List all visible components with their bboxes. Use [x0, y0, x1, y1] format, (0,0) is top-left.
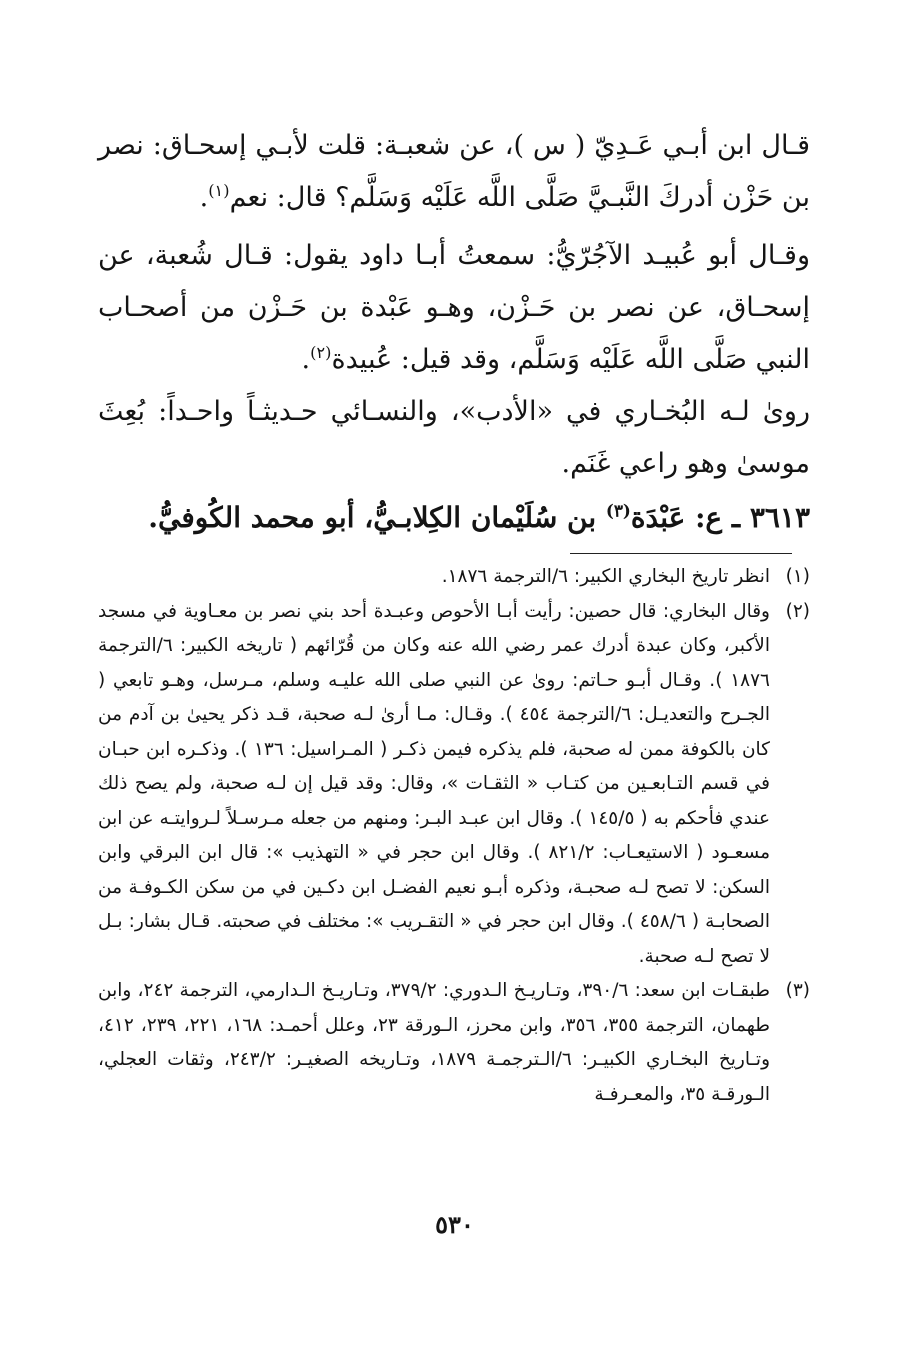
main-text [98, 120, 810, 544]
footnote-ref-3[interactable]: (٣) [605, 500, 631, 521]
footnote-number: (١) [785, 566, 810, 587]
page-number: ٥٣٠ [435, 1210, 474, 1239]
paragraph-nasr [98, 120, 810, 224]
footnote-ref-1[interactable]: (١) [208, 181, 230, 200]
footnote-text: انظر تاريخ البخاري الكبير: ٦/الترجمة ١٨٧٦. [441, 566, 770, 587]
footnote-2 [98, 595, 810, 975]
paragraph-nasr-text: قـال ابن أبـي عَـدِيّ ( س )، عن شعبـة: قلت لأبـي إسحـاق: نصر بن حَزْن أدركَ النَّبـيَّ صَلَّى اللَّه عَلَيْه وَسَلَّم؟ قال: نعم [98, 130, 810, 213]
entry-heading-name: ٣٦١٣ ـ ع: عَبْدَة [630, 501, 810, 534]
footnote-number: (٣) [785, 980, 810, 1001]
footnotes [98, 560, 810, 1112]
footnote-text: وقال البخاري: قال حصين: رأيت أبـا الأحوص وعبـدة أحد بني نصر بن معـاوية في مسجد الأكبر، وكان عبدة أدرك عمر رضي الله عنه وكان من قُرّائهم ( تاريخه الكبير: ٦/الترجمة ١٨٧٦ ). وقـال أبـو حـاتم: روىٰ عن النبي صلى الله عليـه وسلم، مـرسل، وهـو تابعي ( الجـرح والتعديـل: ٦/الترجمة ٤٥٤ ). وقـال: مـا أرىٰ لـه صحبة، قـد ذكر يحيىٰ بن آدم من كان بالكوفة ممن له صحبة، فلم يذكره فيمن ذكـر ( المـراسيل: ١٣٦ ). وذكـره ابن حبـان في قسم التـابعـين من كتـاب « الثقـات »، وقال: وقد قيل إن لـه صحبة، ولم يصح ذلك عندي فأحكم به ( ١٤٥/٥ ). وقال ابن عبـد البـر: ومنهم من جعله مـرسـلاً لـروايتـه عن ابن مسعـود ( الاستيعـاب: ٨٢١/٢ ). وقال ابن حجر في « التهذيب »: قال ابن البرقي وابن السكن: لا تصح لـه صحبـة، وذكره أبـو نعيم الفضـل ابن دكـين في من سكن الكـوفـة من الصحابـة ( ٤٥٨/٦ ). وقال ابن حجر في « التقـريب »: مختلف في صحبته. قـال بشار: بـل لا تصح لـه صحبة. [98, 600, 771, 967]
paragraph-nasr-end: . [199, 182, 209, 213]
paragraph-ajurri-text: وقـال أبو عُبيـد الآجُرّيُّ: سمعتُ أبـا داود يقول: قـال شُعبة، عن إسحـاق، عن نصر بن حَـزْن، وهـو عَبْدة بن حَـزْن من أصحـاب النبي صَلَّى اللَّه عَلَيْه وَسَلَّم، وقد قيل: عُبيدة [98, 240, 810, 375]
entry-heading-3613 [98, 492, 810, 544]
paragraph-ajurri-end: . [301, 344, 311, 375]
entry-heading-rest: بن سُلَيْمان الكِلابـيُّ، أبو محمد الكُوفيُّ. [148, 501, 606, 534]
footnote-ref-2[interactable]: (٢) [310, 343, 332, 362]
footnote-separator [570, 553, 792, 554]
footnote-text: طبقـات ابن سعد: ٣٩٠/٦، وتـاريـخ الـدوري: ٣٧٩/٢، وتـاريـخ الـدارمي، الترجمة ٢٤٢، وابن طهمان، الترجمة ٣٥٥، ٣٥٦، وابن محرز، الـورقة ٢٣، وعلل أحمـد: ١٦٨، ٢٢١، ٢٣٩، ٤١٢، وتـاريخ البخـاري الكبيـر: ٦/الـترجمـة ١٨٧٩، وتـاريخه الصغيـر: ٢٤٣/٢، وثقات العجلي، الـورقـة ٣٥، والمعـرفـة [98, 980, 770, 1105]
footnote-1 [98, 560, 810, 595]
paragraph-riwaya: روىٰ لـه البُخـاري في «الأدب»، والنسـائي حـديثـاً واحـداً: بُعِثَ موسىٰ وهو راعي غَنَم. [98, 396, 810, 479]
footnote-number: (٢) [785, 600, 810, 622]
paragraph-ajurri [98, 230, 810, 386]
footnote-3 [98, 974, 810, 1112]
